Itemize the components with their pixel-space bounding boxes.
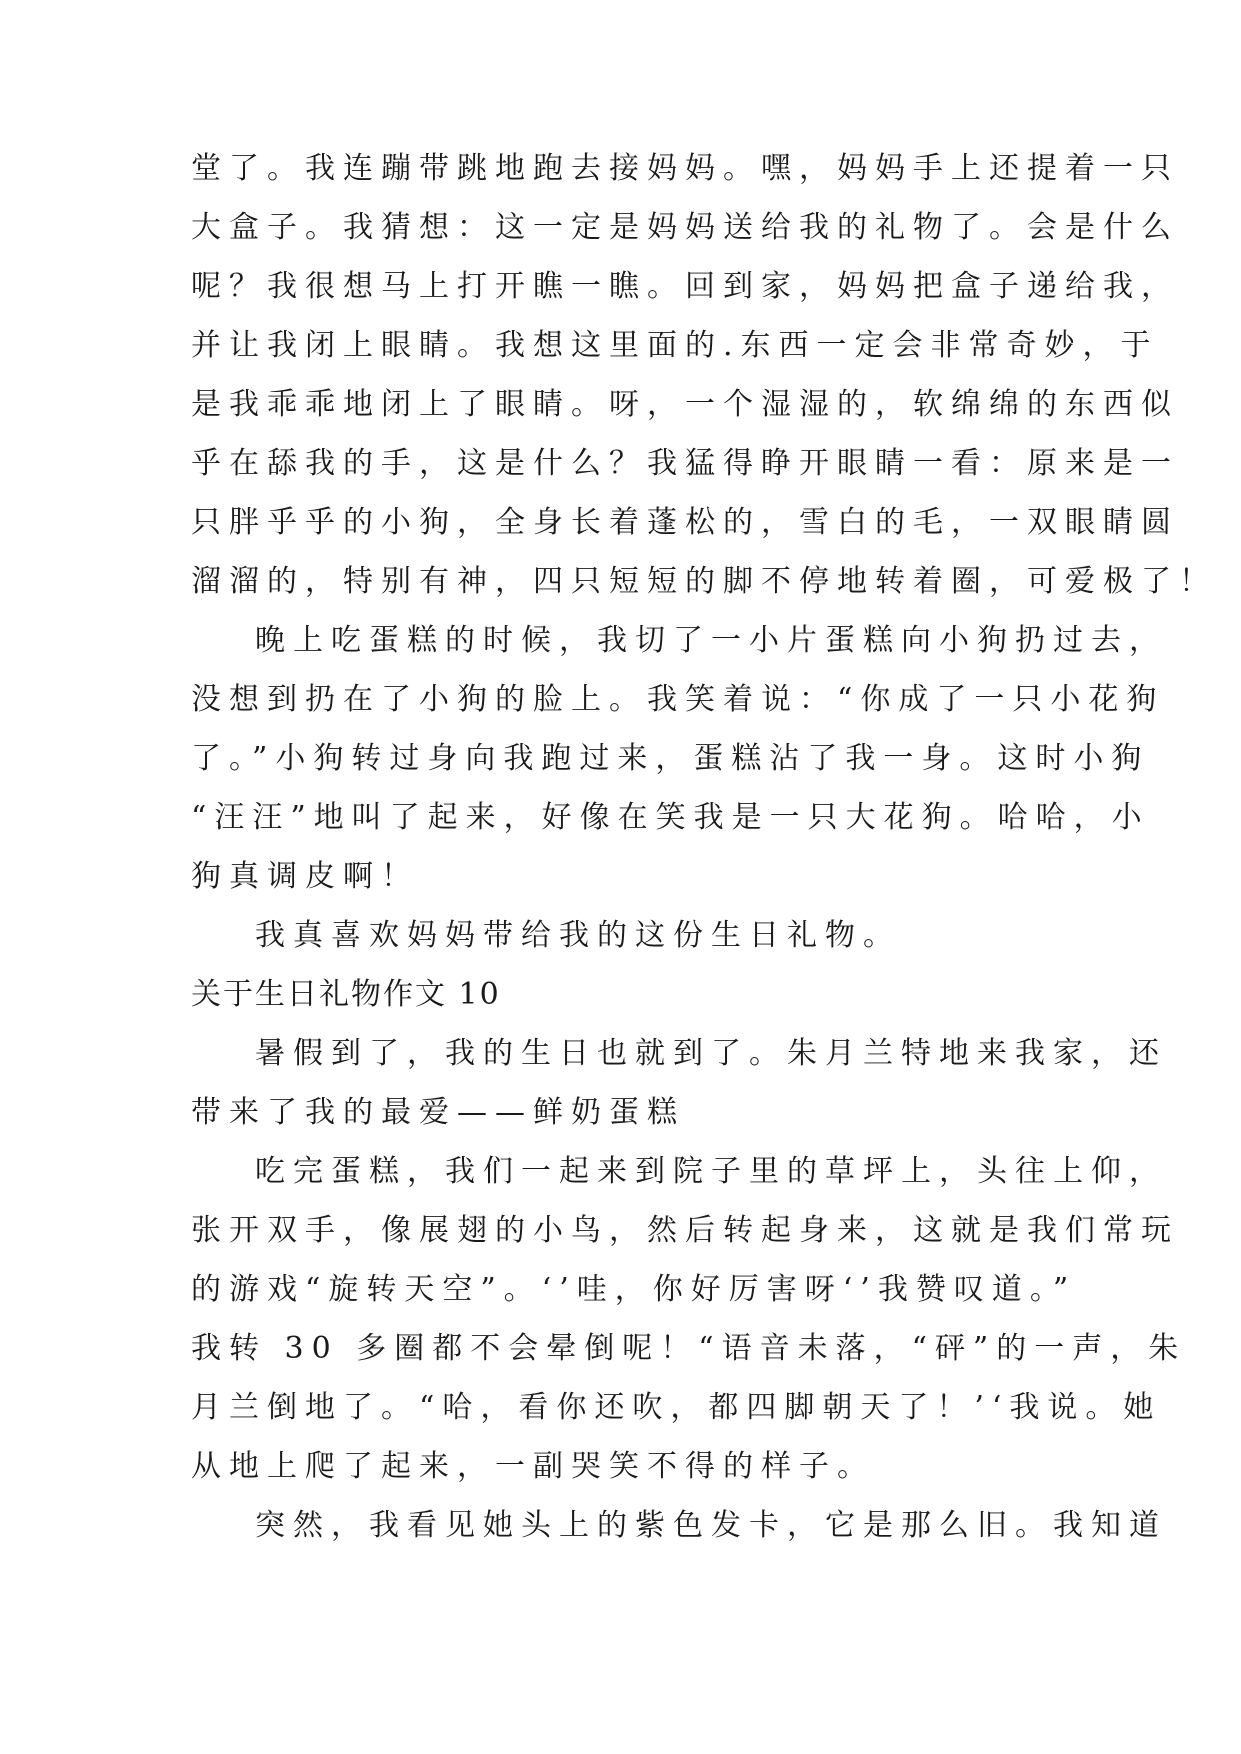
paragraph-line: 狗真调皮啊！ bbox=[191, 859, 419, 894]
paragraph-line: 了。”小狗转过身向我跑过来，蛋糕沾了我一身。这时小狗 bbox=[191, 741, 1150, 776]
paragraph-line: 我真喜欢妈妈带给我的这份生日礼物。 bbox=[255, 918, 901, 953]
paragraph-line: 堂了。我连蹦带跳地跑去接妈妈。嘿，妈妈手上还提着一只 bbox=[191, 151, 1179, 186]
paragraph-line: 乎在舔我的手，这是什么？我猛得睁开眼睛一看：原来是一 bbox=[191, 446, 1179, 481]
paragraph-line: 带来了我的最爱——鲜奶蛋糕 bbox=[191, 1095, 685, 1130]
paragraph-line: 吃完蛋糕，我们一起来到院子里的草坪上，头往上仰， bbox=[255, 1154, 1167, 1189]
paragraph-line: 只胖乎乎的小狗，全身长着蓬松的，雪白的毛，一双眼睛圆 bbox=[191, 505, 1179, 540]
paragraph-line: 的游戏“旋转天空”。‘’哇，你好厉害呀‘’我赞叹道。” bbox=[191, 1272, 1077, 1307]
paragraph-line: 没想到扔在了小狗的脸上。我笑着说：“你成了一只小花狗 bbox=[191, 682, 1165, 717]
paragraph-line: 月兰倒地了。“哈，看你还吹，都四脚朝天了！’‘我说。她 bbox=[191, 1390, 1162, 1425]
paragraph-line: “汪汪”地叫了起来，好像在笑我是一只大花狗。哈哈，小 bbox=[191, 800, 1150, 835]
paragraph-line: 并让我闭上眼睛。我想这里面的.东西一定会非常奇妙，于 bbox=[191, 328, 1159, 363]
paragraph-line: 我转 30 多圈都不会晕倒呢！“语音未落，“砰”的一声，朱 bbox=[191, 1331, 1187, 1366]
paragraph-line: 暑假到了，我的生日也就到了。朱月兰特地来我家，还 bbox=[255, 1036, 1167, 1071]
paragraph-line: 张开双手，像展翅的小鸟，然后转起身来，这就是我们常玩 bbox=[191, 1213, 1179, 1248]
paragraph-line: 呢？我很想马上打开瞧一瞧。回到家，妈妈把盒子递给我， bbox=[191, 269, 1179, 304]
paragraph-line: 是我乖乖地闭上了眼睛。呀，一个湿湿的，软绵绵的东西似 bbox=[191, 387, 1179, 422]
paragraph-line: 晚上吃蛋糕的时候，我切了一小片蛋糕向小狗扔过去， bbox=[255, 623, 1167, 658]
paragraph-line: 突然，我看见她头上的紫色发卡，它是那么旧。我知道 bbox=[255, 1508, 1167, 1543]
section-heading: 关于生日礼物作文 10 bbox=[191, 977, 501, 1012]
paragraph-line: 从地上爬了起来，一副哭笑不得的样子。 bbox=[191, 1449, 875, 1484]
paragraph-line: 大盒子。我猜想：这一定是妈妈送给我的礼物了。会是什么 bbox=[191, 210, 1179, 245]
paragraph-line: 溜溜的，特别有神，四只短短的脚不停地转着圈，可爱极了！ bbox=[191, 564, 1217, 599]
